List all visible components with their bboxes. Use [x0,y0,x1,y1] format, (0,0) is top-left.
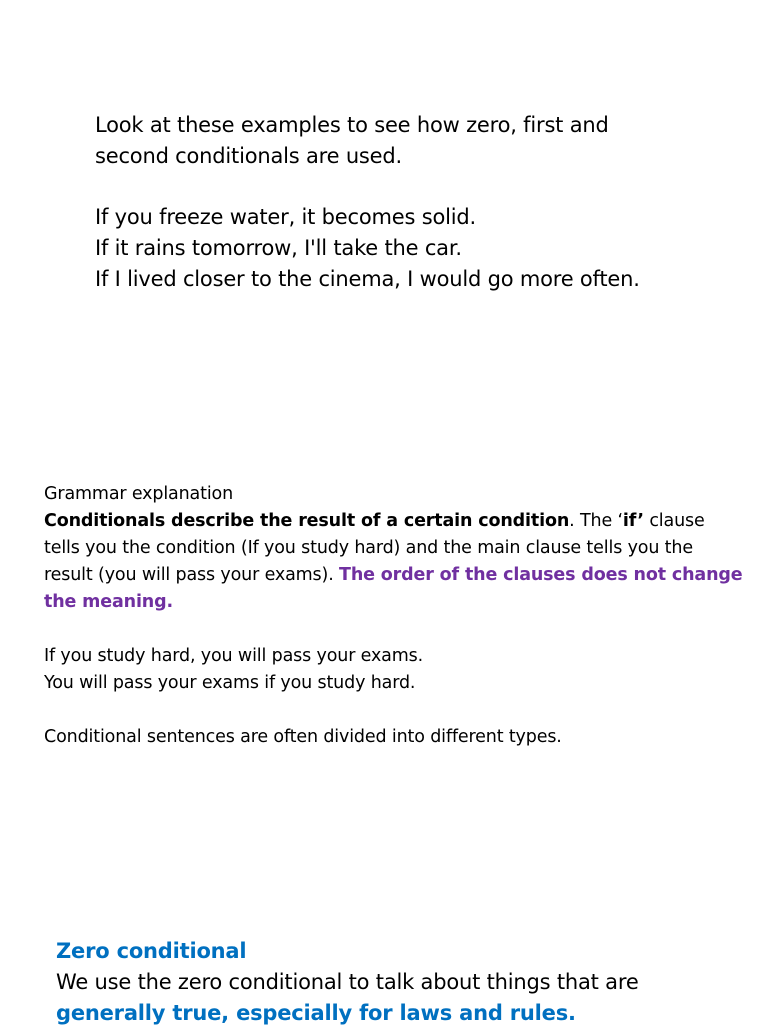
examples-section [95,110,735,295]
example-sentence-3: If I lived closer to the cinema, I would go more often. [95,267,640,291]
grammar-heading: Grammar explanation [44,484,234,504]
spacer [44,616,744,643]
grammar-example-2: You will pass your exams if you study hard. [44,673,416,693]
if-bold-text: if’ [622,511,644,531]
grammar-explanation-section [44,481,744,751]
example-sentence-2: If it rains tomorrow, I'll take the car. [95,236,462,260]
zero-conditional-title: Zero conditional [56,939,247,963]
paragraph-text-b: clause tells you the condition (If you study hard) and the main clause tells you the result (you will pass your exams). [44,511,705,585]
spacer [44,697,744,724]
grammar-example-1: If you study hard, you will pass your exams. [44,646,424,666]
order-note: The order of the clauses does not change the meaning. [44,565,743,612]
definition-bold-text: Conditionals describe the result of a certain condition [44,511,570,531]
grammar-paragraph [44,508,744,616]
paragraph-text-a: . The ‘ [569,511,623,531]
zero-conditional-section [56,936,756,1029]
zero-conditional-text: We use the zero conditional to talk about things that are [56,970,639,994]
spacer [95,172,735,202]
intro-line-1: Look at these examples to see how zero, first and [95,113,609,137]
example-sentence-1: If you freeze water, it becomes solid. [95,205,476,229]
types-note: Conditional sentences are often divided into different types. [44,727,562,747]
zero-conditional-emphasis: generally true, especially for laws and rules. [56,1001,576,1025]
intro-line-2: second conditionals are used. [95,144,402,168]
